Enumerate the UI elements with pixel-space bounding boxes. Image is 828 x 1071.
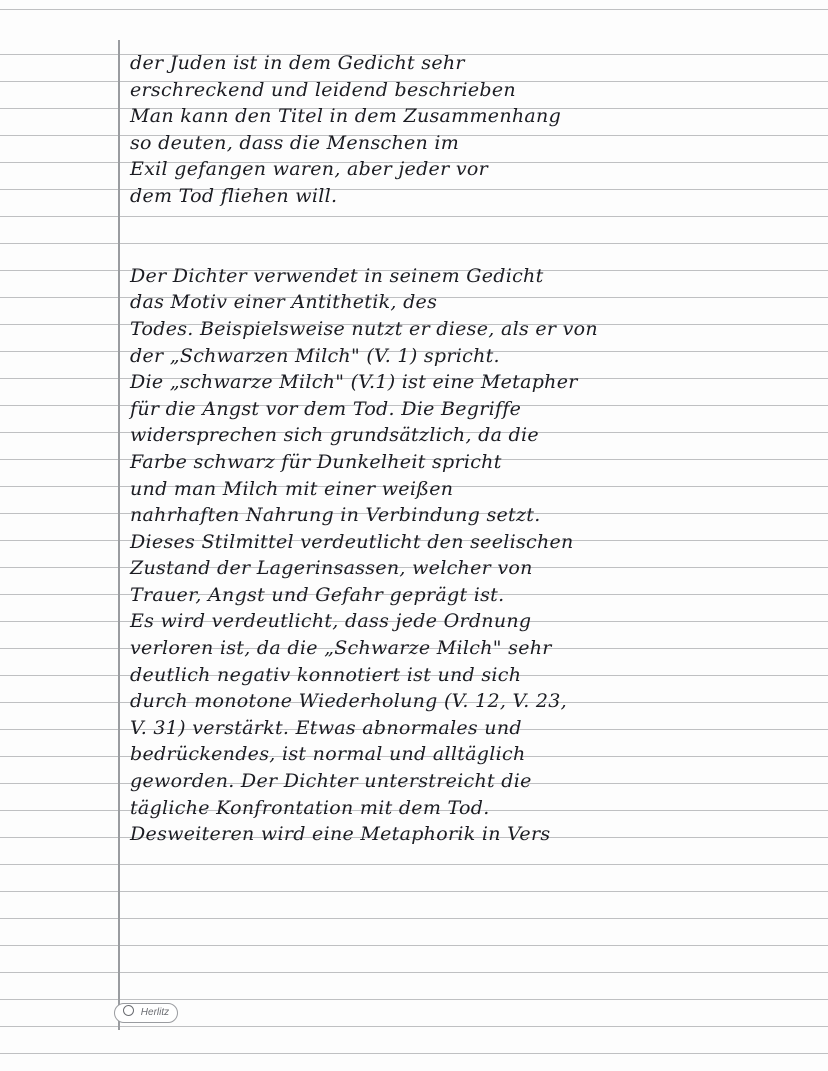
text-line: und man Milch mit einer weißen [130,477,454,500]
text-line: deutlich negativ konnotiert ist und sich [130,663,522,686]
margin-line [118,40,120,1030]
text-line: Der Dichter verwendet in seinem Gedicht [130,264,544,287]
paragraph-gap [130,210,790,237]
text-line: widersprechen sich grundsätzlich, da die [130,424,539,447]
text-line: Todes. Beispielsweise nutzt er diese, als er von [130,317,598,340]
text-line: tägliche Konfrontation mit dem Tod. [130,796,490,819]
text-line: so deuten, dass die Menschen im [130,131,460,154]
brand-logo [114,1003,178,1023]
text-line: für die Angst vor dem Tod. Die Begriffe [130,397,522,420]
text-line: dem Tod fliehen will. [130,184,338,207]
text-line: Dieses Stilmittel verdeutlicht den seelischen [130,530,574,553]
text-line: durch monotone Wiederholung (V. 12, V. 23, [130,690,568,713]
text-line: bedrückendes, ist normal und alltäglich [130,743,526,766]
text-line: geworden. Der Dichter unterstreicht die [130,770,532,793]
text-line: Man kann den Titel in dem Zusammenhang [130,105,562,128]
text-line: Zustand der Lagerinsassen, welcher von [130,557,533,580]
text-line: der „Schwarzen Milch" (V. 1) spricht. [130,344,500,367]
brand-mark-icon [123,1005,134,1016]
text-line: Die „schwarze Milch" (V.1) ist eine Metapher [130,371,578,394]
text-line: Farbe schwarz für Dunkelheit spricht [130,450,502,473]
text-line: der Juden ist in dem Gedicht sehr [130,52,465,74]
paragraph-gap [130,236,790,263]
text-line: Desweiteren wird eine Metaphorik in Vers [130,823,551,846]
text-line: das Motiv einer Antithetik, des [130,291,438,314]
text-line: erschreckend und leidend beschrieben [130,78,516,101]
text-line: nahrhaften Nahrung in Verbindung setzt. [130,504,541,527]
brand-label: Herlitz [140,1007,170,1018]
text-line: Exil gefangen waren, aber jeder vor [130,158,488,181]
text-line: verloren ist, da die „Schwarze Milch" sehr [130,637,552,660]
text-line: Trauer, Angst und Gefahr geprägt ist. [130,583,505,606]
text-line: V. 31) verstärkt. Etwas abnormales und [130,716,522,739]
handwritten-text [130,50,790,848]
text-line: Es wird verdeutlicht, dass jede Ordnung [130,610,532,633]
